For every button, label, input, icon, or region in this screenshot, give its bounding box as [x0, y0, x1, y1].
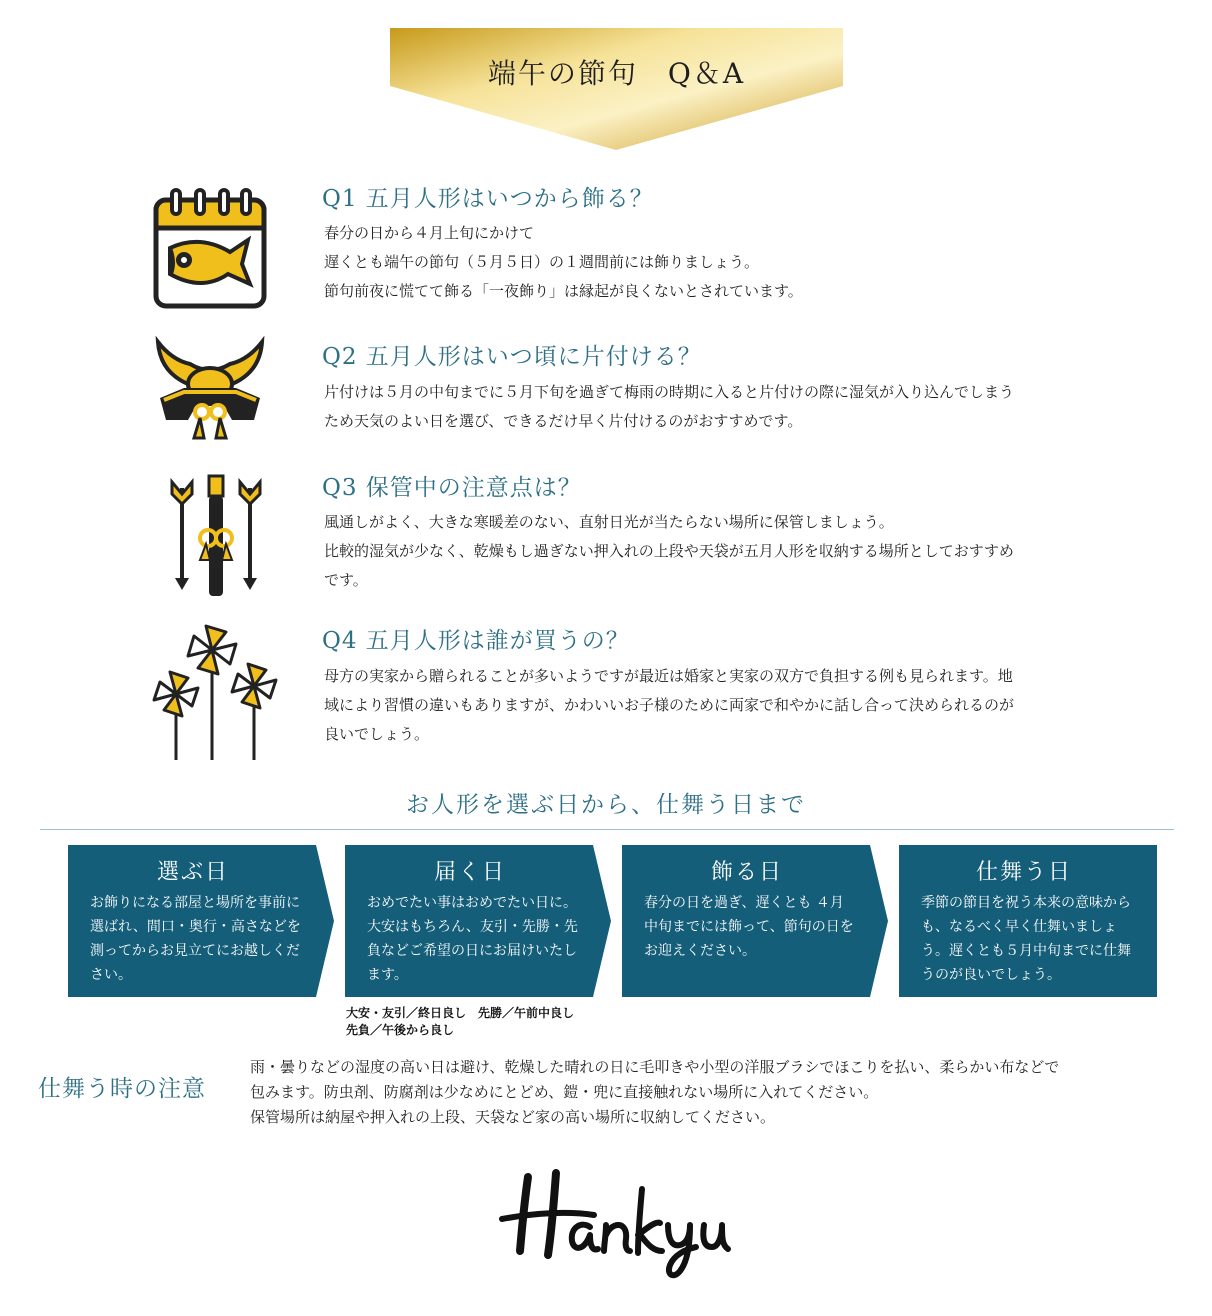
q4-title: Q4 五月人形は誰が買うの？ [322, 628, 630, 654]
step-display [622, 845, 888, 997]
care-body [250, 1055, 1150, 1130]
step-body: 春分の日を過ぎ、遅くとも ４月中旬までには飾って、節句の日をお迎えください。 [644, 895, 854, 959]
care-title: 仕舞う時の注意 [38, 1076, 206, 1102]
q1-line: 遅くとも端午の節句（５月５日）の１週間前には飾りましょう。 [324, 253, 760, 271]
step-store [899, 845, 1157, 997]
step-title: 選ぶ日 [156, 860, 229, 885]
kabuto-helmet-icon [150, 336, 270, 448]
step-body: おめでたい事はおめでたい日に。大安はもちろん、友引・先勝・先負などご希望の日にお届けいたします。 [367, 895, 578, 983]
q4-line: 母方の実家から贈られることが多いようですが最近は婚家と実家の双方で負担する例も見られます。地 [324, 667, 1013, 685]
care-line: 保管場所は納屋や押入れの上段、天袋など家の高い場所に収納してください。 [250, 1108, 776, 1126]
step-title: 仕舞う日 [975, 860, 1072, 885]
q4-line: 良いでしょう。 [324, 725, 430, 743]
q3-title: Q3 保管中の注意点は？ [322, 475, 582, 501]
step-choose [68, 845, 334, 997]
step-body: お飾りになる部屋と場所を事前に選ばれ、間口・奥行・高さなどを測ってからお見立てにお越しください。 [90, 895, 301, 983]
step-title: 飾る日 [710, 860, 783, 885]
hankyu-logo [498, 1165, 734, 1285]
good-days-note [346, 1005, 574, 1039]
calendar-koinobori-icon [150, 186, 272, 311]
step-deliver [345, 845, 611, 997]
care-line: 雨・曇りなどの湿度の高い日は避け、乾燥した晴れの日に毛叩きや小型の洋服ブラシでほこりを払い、柔らかい布などで [250, 1058, 1060, 1076]
q3-answer [324, 508, 1084, 595]
q2-title: Q2 五月人形はいつ頃に片付ける？ [322, 344, 702, 370]
q2-answer [324, 378, 1084, 436]
pinwheels-icon [136, 622, 286, 762]
q4-line: 域により習慣の違いもありますが、かわいいお子様のために両家で和やかに話し合って決められるのが [324, 696, 1015, 714]
page-title: 端午の節句 Q＆A [487, 57, 746, 90]
q2-line: 片付けは５月の中旬までに５月下旬を過ぎて梅雨の時期に入ると片付けの際に湿気が入り込んでしまう [324, 383, 1015, 401]
step-title: 届く日 [433, 860, 506, 885]
good-days-line: 大安・友引／終日良し 先勝／午前中良し [346, 1006, 575, 1020]
q1-answer [324, 219, 1084, 306]
q1-line: 春分の日から４月上旬にかけて [324, 224, 535, 242]
q1-title: Q1 五月人形はいつから飾る？ [322, 186, 654, 212]
timeline-title: お人形を選ぶ日から、仕舞う日まで [406, 792, 806, 818]
timeline-divider [40, 829, 1174, 830]
q3-line: です。 [324, 571, 368, 589]
care-line: 包みます。防虫剤、防腐剤は少なめにとどめ、鎧・兜に直接触れない場所に入れてください。 [250, 1083, 879, 1101]
step-body: 季節の節目を祝う本来の意味からも、なるべく早く仕舞いましょう。遅くとも５月中旬までに仕舞うのが良いでしょう。 [921, 895, 1131, 983]
q2-line: ため天気のよい日を選び、できるだけ早く片付けるのがおすすめです。 [324, 412, 803, 430]
q3-line: 比較的湿気が少なく、乾燥もし過ぎない押入れの上段や天袋が五月人形を収納する場所としておすすめ [324, 542, 1014, 560]
q1-line: 節句前夜に慌てて飾る「一夜飾り」は縁起が良くないとされています。 [324, 282, 803, 300]
q4-answer [324, 662, 1084, 749]
q3-line: 風通しがよく、大きな寒暖差のない、直射日光が当たらない場所に保管しましょう。 [324, 513, 894, 531]
good-days-line: 先負／午後から良し [346, 1023, 455, 1037]
sword-arrows-icon [166, 474, 266, 602]
